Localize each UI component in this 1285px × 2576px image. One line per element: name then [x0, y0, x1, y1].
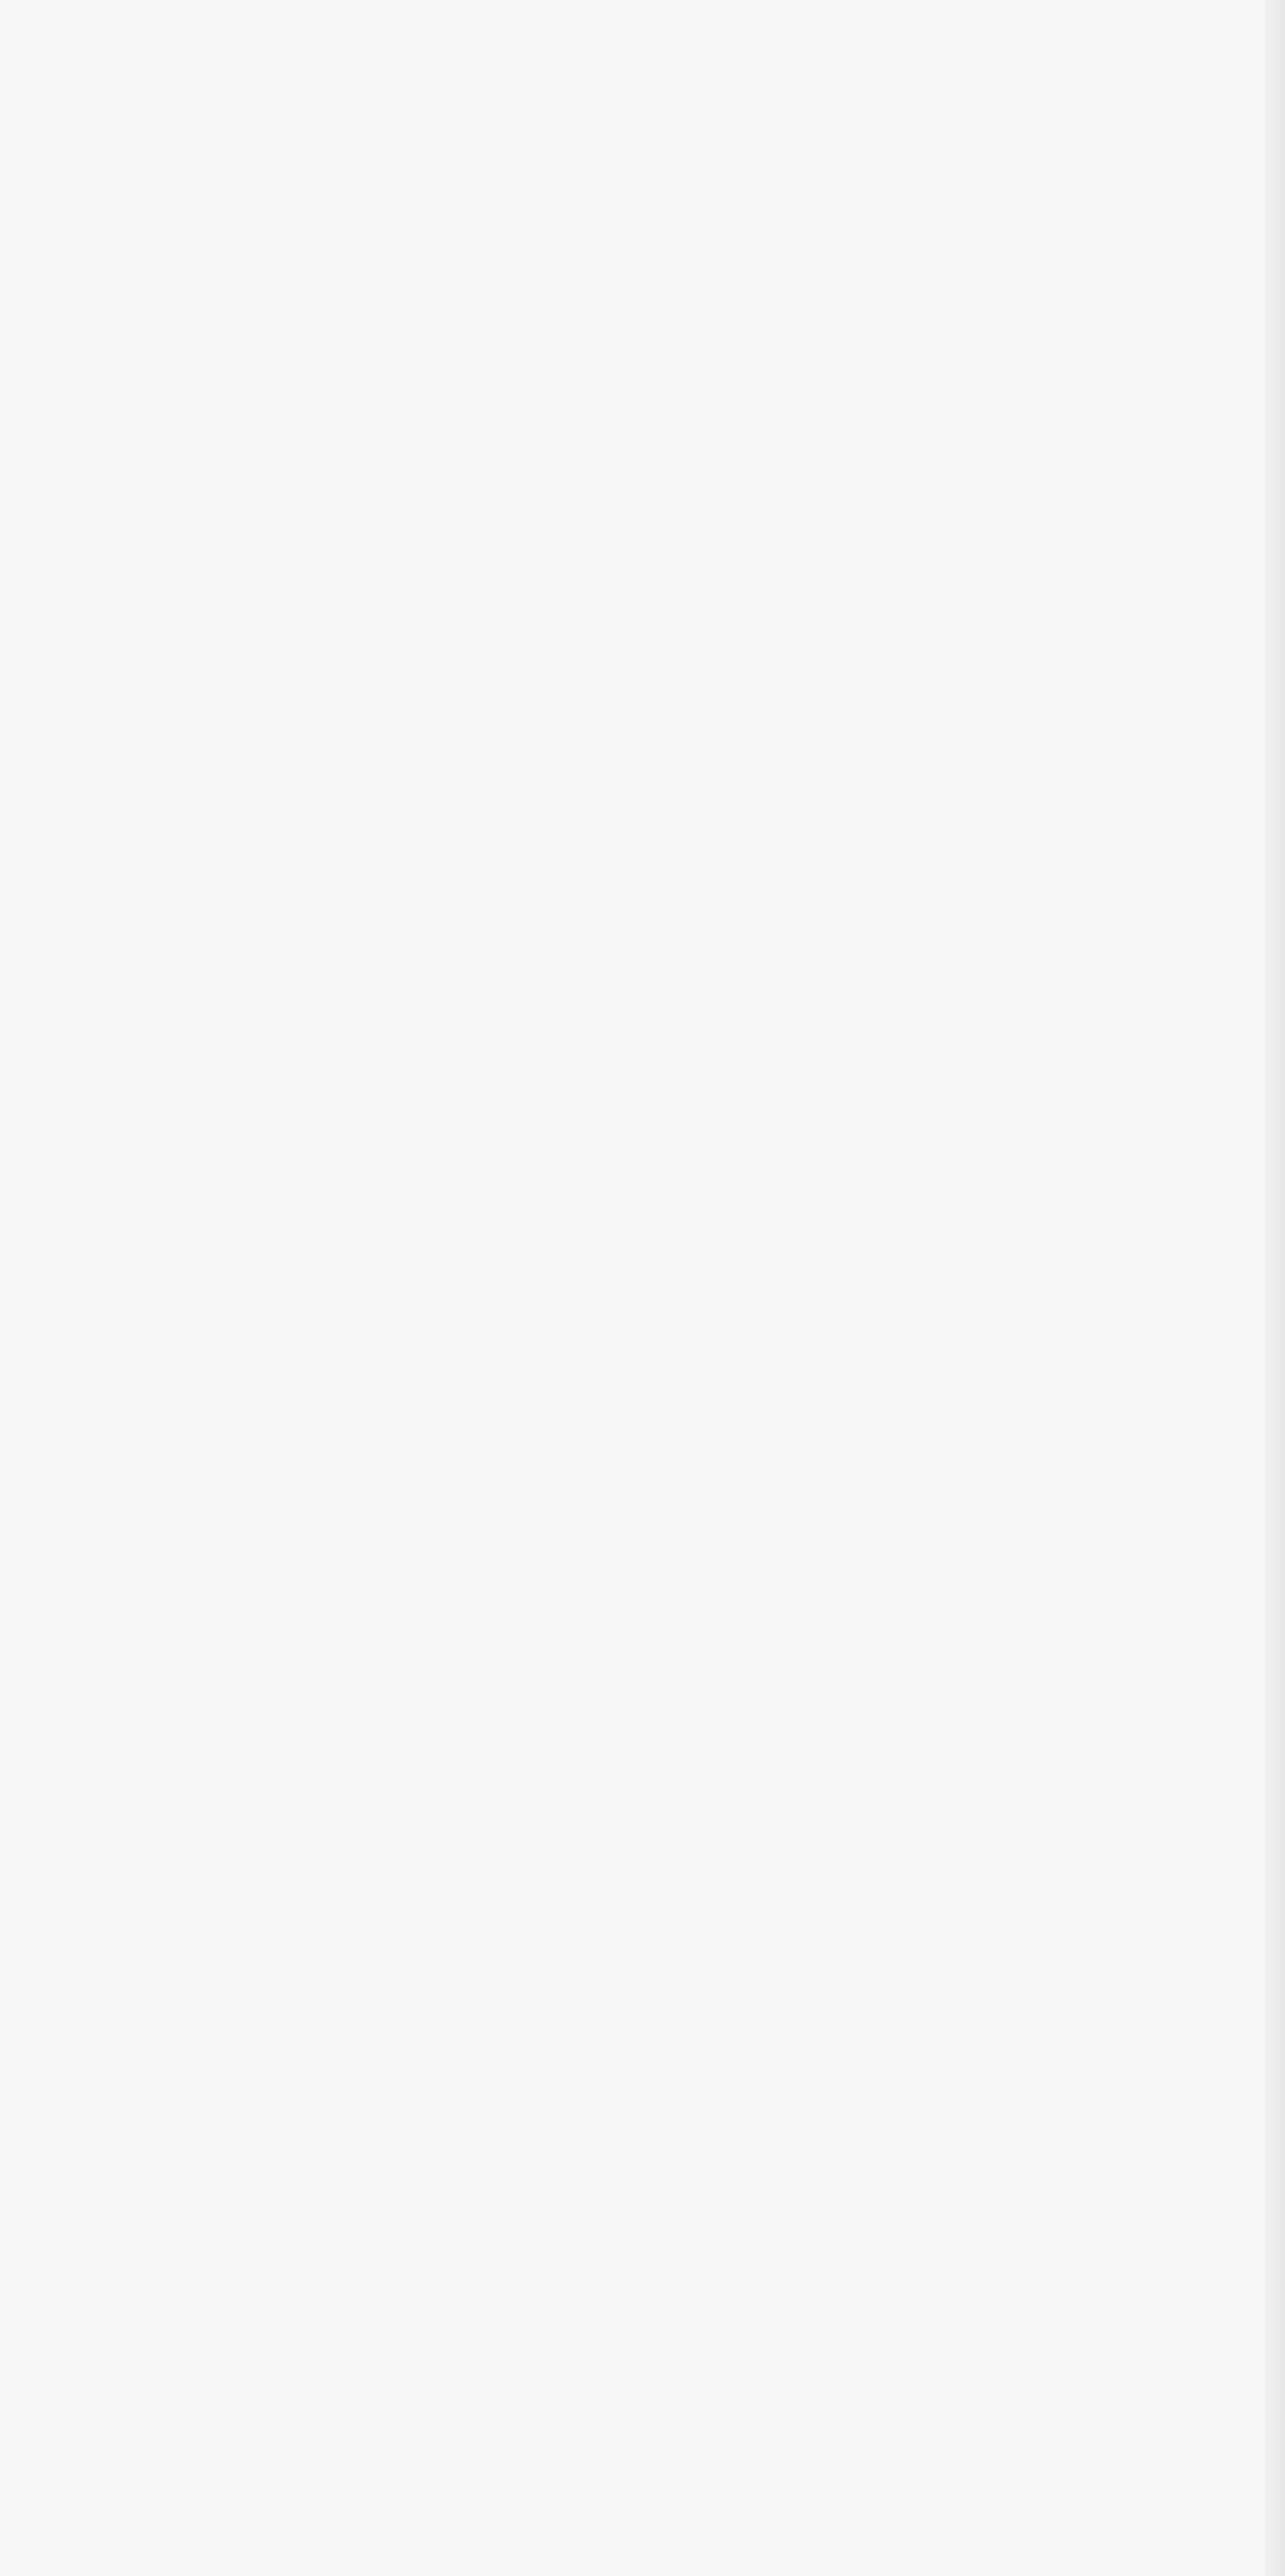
page-edge: [1265, 0, 1285, 2576]
